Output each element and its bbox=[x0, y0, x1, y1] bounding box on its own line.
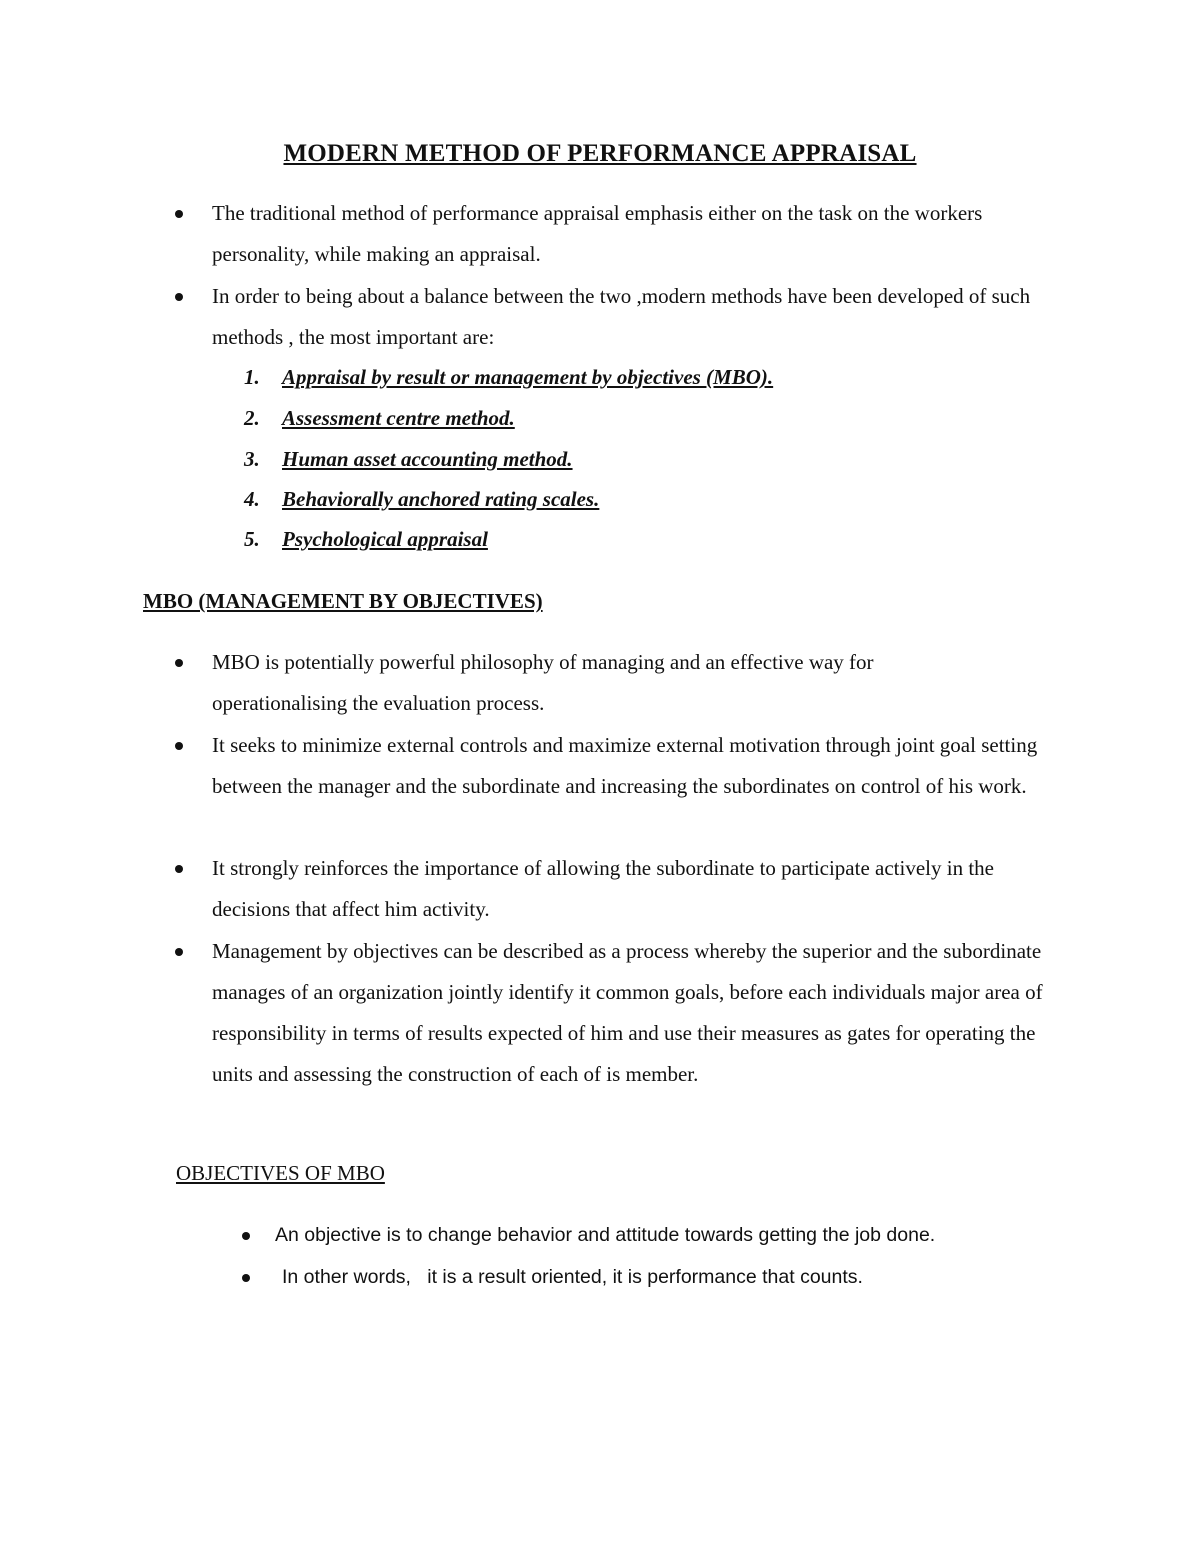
bullet-icon bbox=[175, 210, 183, 218]
intro-bullet-2 bbox=[175, 276, 1060, 358]
method-number: 5. bbox=[244, 527, 260, 551]
bullet-text: It seeks to minimize external controls and maximize external motivation through joint goal setting between the manager and the subordinate and increasing the subordinates on control of his work. bbox=[212, 733, 1038, 798]
bullet-text: In other words, it is a result oriented, it is performance that counts. bbox=[282, 1266, 863, 1288]
objectives-bullet-2 bbox=[242, 1257, 1142, 1298]
method-item-2 bbox=[244, 398, 944, 439]
method-label: Appraisal by result or management by objectives (MBO). bbox=[282, 365, 774, 389]
mbo-bullet-2 bbox=[175, 725, 1055, 807]
bullet-text: An objective is to change behavior and attitude towards getting the job done. bbox=[275, 1224, 936, 1246]
bullet-text: MBO is potentially powerful philosophy of managing and an effective way for operationalising the evaluation process. bbox=[212, 650, 874, 715]
method-item-4 bbox=[244, 479, 944, 520]
bullet-icon bbox=[175, 865, 183, 873]
mbo-bullet-3 bbox=[175, 848, 1060, 930]
method-number: 4. bbox=[244, 487, 260, 511]
bullet-icon bbox=[175, 293, 183, 301]
bullet-text: It strongly reinforces the importance of allowing the subordinate to participate actively in the decisions that affect him activity. bbox=[212, 856, 994, 921]
method-number: 2. bbox=[244, 406, 260, 430]
objectives-bullet-1 bbox=[242, 1215, 1142, 1256]
mbo-bullet-1 bbox=[175, 642, 1055, 724]
method-item-5 bbox=[244, 519, 944, 560]
method-label: Behaviorally anchored rating scales. bbox=[282, 487, 600, 511]
method-label: Human asset accounting method. bbox=[282, 447, 573, 471]
bullet-icon bbox=[175, 659, 183, 667]
bullet-icon bbox=[242, 1232, 250, 1240]
method-number: 3. bbox=[244, 447, 260, 471]
bullet-icon bbox=[175, 742, 183, 750]
mbo-bullet-4 bbox=[175, 931, 1055, 1095]
method-label: Assessment centre method. bbox=[282, 406, 515, 430]
method-item-3 bbox=[244, 439, 944, 480]
objectives-heading: OBJECTIVES OF MBO bbox=[176, 1161, 385, 1185]
bullet-text: In order to being about a balance between the two ,modern methods have been developed of such methods , the most important are: bbox=[212, 284, 1031, 349]
bullet-text: Management by objectives can be described as a process whereby the superior and the subordinate manages of an organization jointly identify it common goals, before each individuals major area of responsibility in terms of results expected of him and use their measures as gates for operating the units and assessing the construction of each of is member. bbox=[212, 939, 1043, 1086]
method-item-1 bbox=[244, 357, 944, 398]
page-title: MODERN METHOD OF PERFORMANCE APPRAISAL bbox=[283, 140, 917, 167]
bullet-icon bbox=[242, 1274, 250, 1282]
bullet-icon bbox=[175, 948, 183, 956]
method-number: 1. bbox=[244, 365, 260, 389]
intro-bullet-1 bbox=[175, 193, 1055, 275]
mbo-heading: MBO (MANAGEMENT BY OBJECTIVES) bbox=[143, 589, 543, 613]
bullet-text: The traditional method of performance appraisal emphasis either on the task on the workers personality, while making an appraisal. bbox=[212, 201, 983, 266]
method-label: Psychological appraisal bbox=[282, 527, 488, 551]
